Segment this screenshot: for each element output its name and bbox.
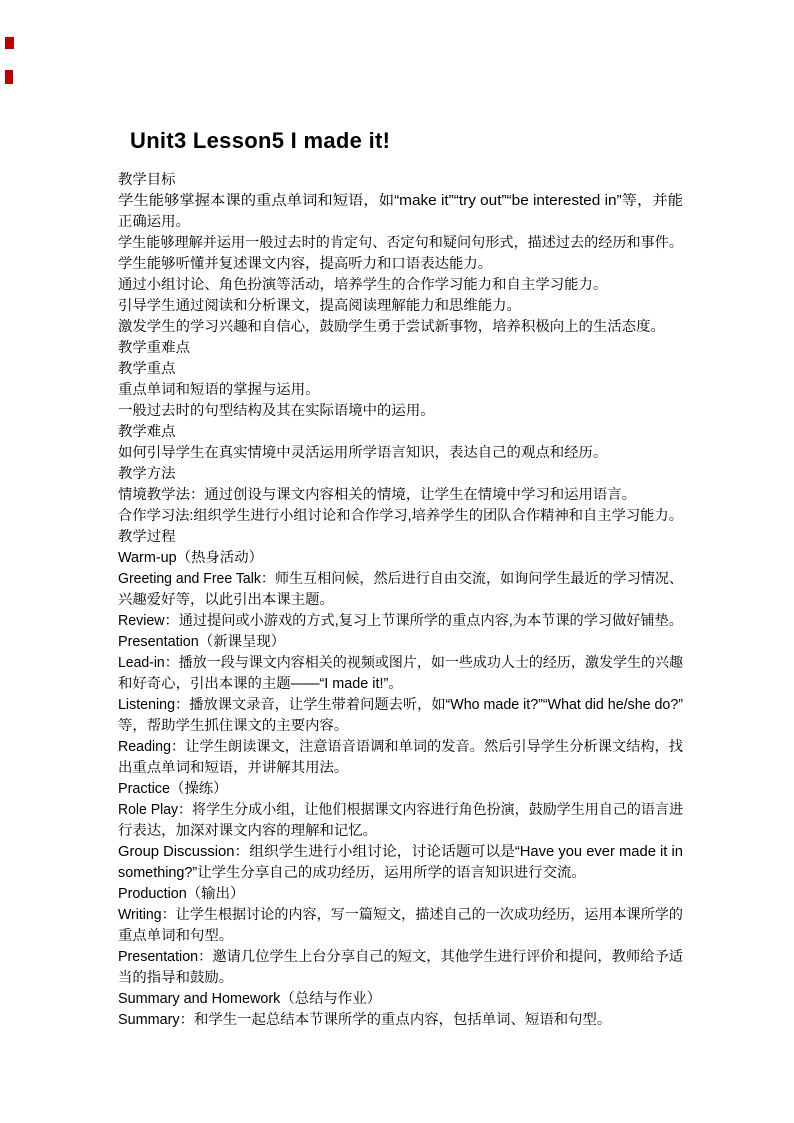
text-line (118, 758, 683, 779)
text-line-content: Role Play：将学生分成小组，让他们根据课文内容进行角色扮演，鼓励学生用自己的语言进 (118, 802, 683, 818)
text-line (118, 947, 683, 968)
text-line (118, 989, 683, 1010)
text-line-content: Reading：让学生朗读课文，注意语音语调和单词的发音。然后引导学生分析课文结构，找 (118, 739, 683, 755)
red-mark (5, 70, 13, 84)
text-line (118, 779, 683, 800)
text-line (118, 611, 683, 632)
text-line-content: 重点单词和短语的掌握与运用。 (118, 382, 320, 398)
text-line (118, 674, 683, 695)
text-line-content: 当的指导和鼓励。 (118, 970, 234, 986)
text-line-content: 教学难点 (118, 424, 176, 440)
text-line (118, 506, 683, 527)
text-line (118, 254, 683, 275)
text-line (118, 884, 683, 905)
text-line-content: 激发学生的学习兴趣和自信心，鼓励学生勇于尝试新事物，培养积极向上的生活态度。 (118, 319, 665, 335)
text-line-content: Listening：播放课文录音，让学生带着问题去听，如“Who made it?”“What did he/she do?” (118, 697, 683, 713)
text-line (118, 317, 683, 338)
text-line (118, 800, 683, 821)
text-line-content: Practice（操练） (118, 781, 228, 797)
text-line (118, 464, 683, 485)
text-line-content: 学生能够理解并运用一般过去时的肯定句、否定句和疑问句形式，描述过去的经历和事件。 (118, 235, 683, 251)
text-line-content: Greeting and Free Talk：师生互相问候，然后进行自由交流，如询问学生最近的学习情况、 (118, 571, 683, 587)
text-line-content: 和好奇心，引出本课的主题——“I made it!”。 (118, 676, 403, 692)
text-line (118, 968, 683, 989)
text-line-content: 引导学生通过阅读和分析课文，提高阅读理解能力和思维能力。 (118, 298, 521, 314)
text-line-content: Lead-in：播放一段与课文内容相关的视频或图片，如一些成功人士的经历，激发学生的兴趣 (118, 655, 683, 671)
text-line (118, 905, 683, 926)
text-line-content: Group Discussion：组织学生进行小组讨论，讨论话题可以是“Have you ever made it in (118, 844, 683, 860)
text-line-content: 学生能够听懂并复述课文内容，提高听力和口语表达能力。 (118, 256, 493, 272)
text-line-content: 教学重难点 (118, 340, 190, 356)
document-body (118, 170, 683, 1031)
text-line (118, 569, 683, 590)
text-line-content: something?”让学生分享自己的成功经历，运用所学的语言知识进行交流。 (118, 865, 586, 881)
document-title: Unit3 Lesson5 I made it! (130, 128, 391, 153)
text-line (118, 737, 683, 758)
text-line (118, 821, 683, 842)
text-line-content: 兴趣爱好等，以此引出本课主题。 (118, 592, 334, 608)
text-line (118, 191, 683, 212)
text-line-content: 等，帮助学生抓住课文的主要内容。 (118, 718, 349, 734)
text-line-content: Review：通过提问或小游戏的方式,复习上节课所学的重点内容,为本节课的学习做好铺垫。 (118, 613, 683, 629)
text-line-content: 行表达，加深对课文内容的理解和记忆。 (118, 823, 378, 839)
text-line-content: 通过小组讨论、角色扮演等活动，培养学生的合作学习能力和自主学习能力。 (118, 277, 608, 293)
text-line-content: 一般过去时的句型结构及其在实际语境中的运用。 (118, 403, 435, 419)
text-line (118, 926, 683, 947)
text-line-content: 出重点单词和短语，并讲解其用法。 (118, 760, 349, 776)
text-line (118, 1010, 683, 1031)
text-line (118, 338, 683, 359)
text-line (118, 401, 683, 422)
text-line-content: 情境教学法：通过创设与课文内容相关的情境，让学生在情境中学习和运用语言。 (118, 487, 637, 503)
text-line (118, 548, 683, 569)
text-line-content: 如何引导学生在真实情境中灵活运用所学语言知识，表达自己的观点和经历。 (118, 445, 608, 461)
text-line-content: 合作学习法:组织学生进行小组讨论和合作学习,培养学生的团队合作精神和自主学习能力。 (118, 508, 683, 524)
text-line (118, 443, 683, 464)
text-line (118, 842, 683, 863)
text-line-content: Summary：和学生一起总结本节课所学的重点内容，包括单词、短语和句型。 (118, 1012, 612, 1028)
text-line (118, 716, 683, 737)
text-line-content: Summary and Homework（总结与作业） (118, 991, 382, 1007)
text-line-content: 教学方法 (118, 466, 176, 482)
text-line (118, 422, 683, 443)
text-line (118, 275, 683, 296)
text-line (118, 863, 683, 884)
text-line (118, 632, 683, 653)
text-line (118, 233, 683, 254)
text-line (118, 170, 683, 191)
text-line (118, 212, 683, 233)
text-line (118, 296, 683, 317)
text-line-content: Production（输出） (118, 886, 245, 902)
text-line (118, 653, 683, 674)
text-line (118, 359, 683, 380)
text-line (118, 380, 683, 401)
text-line-content: 学生能够掌握本课的重点单词和短语，如“make it”“try out”“be interested in”等，并能 (118, 193, 683, 209)
text-line-content: Presentation（新课呈现） (118, 634, 286, 650)
text-line (118, 485, 683, 506)
text-line-content: 重点单词和句型。 (118, 928, 234, 944)
text-line (118, 695, 683, 716)
text-line-content: Presentation：邀请几位学生上台分享自己的短文，其他学生进行评价和提问，教师给予适 (118, 949, 683, 965)
text-line (118, 590, 683, 611)
text-line (118, 527, 683, 548)
red-mark (5, 37, 14, 49)
text-line-content: Warm-up（热身活动） (118, 550, 263, 566)
text-line-content: 正确运用。 (118, 214, 190, 230)
text-line-content: 教学目标 (118, 172, 176, 188)
text-line-content: 教学重点 (118, 361, 176, 377)
text-line-content: 教学过程 (118, 529, 176, 545)
text-line-content: Writing：让学生根据讨论的内容，写一篇短文，描述自己的一次成功经历，运用本课所学的 (118, 907, 683, 923)
